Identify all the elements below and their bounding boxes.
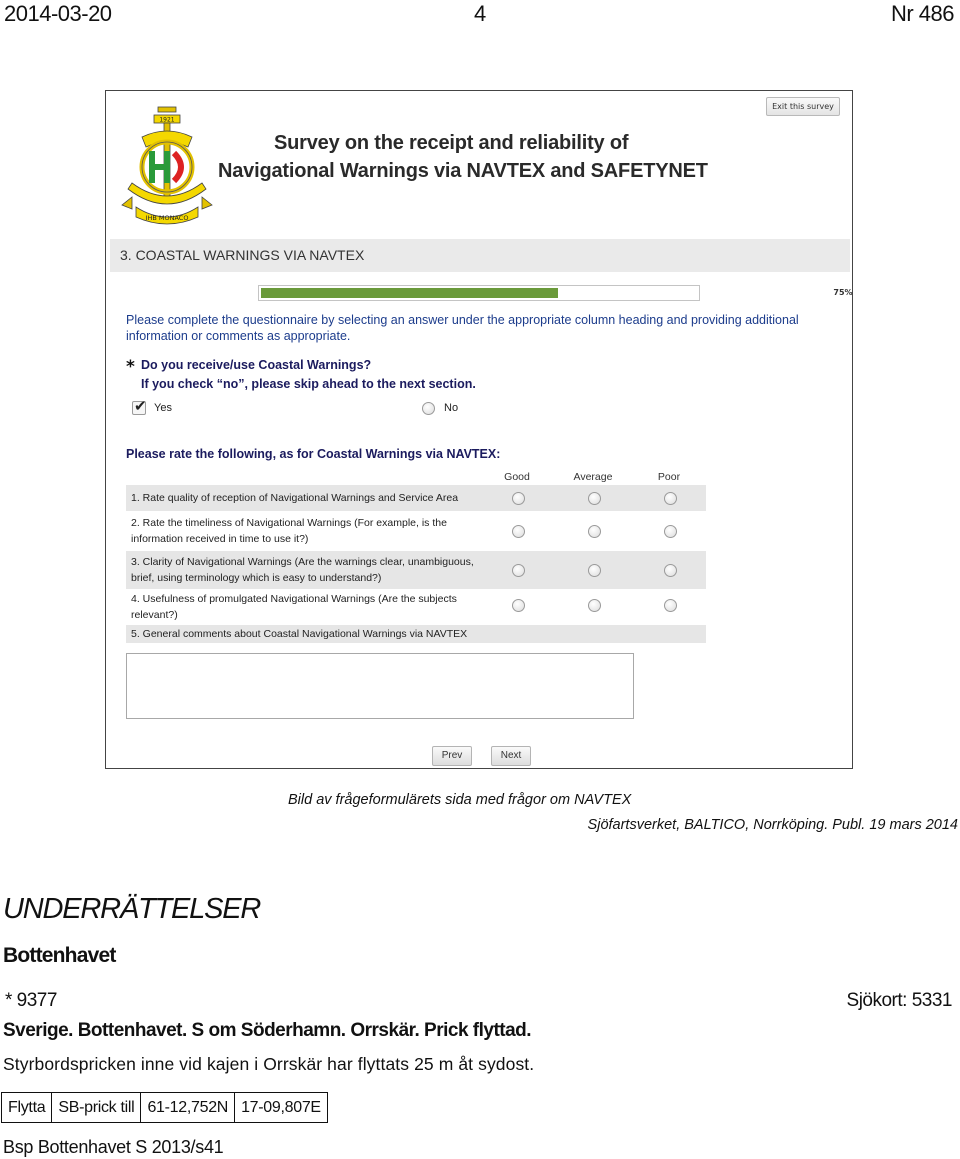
rating-2-good-radio[interactable] — [512, 525, 525, 538]
rating-1-poor-radio[interactable] — [664, 492, 677, 505]
notice-body: Styrbordspricken inne vid kajen i Orrskär har flyttats 25 m åt sydost. — [3, 1054, 535, 1074]
rating-1-good-radio[interactable] — [512, 492, 525, 505]
figure-credit: Sjöfartsverket, BALTICO, Norrköping. Publ. 19 mars 2014 — [587, 817, 958, 833]
rating-4-poor-radio[interactable] — [664, 599, 677, 612]
table-row — [2, 1093, 328, 1123]
chart-number: Sjökort: 5331 — [846, 990, 952, 1011]
question-line-1: Do you receive/use Coastal Warnings? — [141, 358, 372, 372]
svg-text:1921: 1921 — [159, 116, 175, 124]
next-button[interactable]: Next — [491, 746, 531, 766]
no-label: No — [444, 402, 459, 414]
comments-textarea[interactable] — [126, 653, 634, 719]
progress-percent: 75% — [833, 288, 853, 297]
survey-screenshot — [105, 90, 853, 769]
prev-button[interactable]: Prev — [432, 746, 472, 766]
notice-title: Sverige. Bottenhavet. S om Söderhamn. Orrskär. Prick flyttad. — [3, 1020, 532, 1041]
yes-checkbox[interactable] — [132, 397, 147, 415]
rating-row-2 — [126, 511, 706, 551]
notice-detail-table — [1, 1092, 328, 1123]
yes-label: Yes — [154, 402, 172, 414]
required-asterisk: * — [126, 357, 135, 377]
rating-1-average-radio[interactable] — [588, 492, 601, 505]
comments-label: 5. General comments about Coastal Navigational Warnings via NAVTEX — [131, 628, 468, 640]
svg-text:IHB MONACO: IHB MONACO — [145, 214, 189, 222]
rating-item-label: 2. Rate the timeliness of Navigational Warnings (For example, is the information received in time to use it?) — [131, 517, 447, 545]
rating-3-poor-radio[interactable] — [664, 564, 677, 577]
no-radio[interactable] — [422, 402, 435, 415]
rating-2-average-radio[interactable] — [588, 525, 601, 538]
page-number: 4 — [474, 1, 486, 26]
question-line-2: If you check “no”, please skip ahead to the next section. — [141, 377, 476, 391]
survey-title — [218, 129, 778, 185]
rating-3-good-radio[interactable] — [512, 564, 525, 577]
survey-instructions: Please complete the questionnaire by selecting an answer under the appropriate column heading and providing additional information or comments as appropriate. — [126, 313, 799, 343]
table-cell-action: Flytta — [2, 1093, 52, 1123]
column-average: Average — [573, 471, 613, 483]
iho-anchor-logo-icon — [118, 103, 216, 231]
page-date: 2014-03-20 — [4, 1, 112, 26]
table-cell-longitude: 17-09,807E — [235, 1093, 328, 1123]
source-reference: Bsp Bottenhavet S 2013/s41 — [3, 1137, 224, 1157]
rating-4-good-radio[interactable] — [512, 599, 525, 612]
survey-title-line-1: Survey on the receipt and reliability of — [274, 132, 629, 154]
area-heading: Bottenhavet — [3, 944, 116, 967]
rating-item-label: 4. Usefulness of promulgated Navigational Warnings (Are the subjects relevant?) — [131, 593, 457, 621]
checkmark-icon: ✔ — [134, 397, 147, 415]
figure-caption: Bild av frågeformulärets sida med frågor om NAVTEX — [288, 792, 632, 808]
survey-title-line-2: Navigational Warnings via NAVTEX and SAFETYNET — [218, 160, 708, 182]
column-good: Good — [504, 471, 530, 483]
section-header — [110, 239, 850, 272]
rating-row-3 — [126, 551, 706, 589]
section-heading: UNDERRÄTTELSER — [3, 893, 261, 925]
column-poor: Poor — [657, 471, 681, 483]
notice-number: * 9377 — [5, 990, 57, 1011]
progress-fill — [261, 288, 558, 298]
rating-item-label: 3. Clarity of Navigational Warnings (Are the warnings clear, unambiguous, brief, using terminology which is easy to understand?) — [131, 556, 474, 584]
exit-survey-button[interactable]: Exit this survey — [766, 97, 840, 116]
rating-3-average-radio[interactable] — [588, 564, 601, 577]
rating-row-4 — [126, 589, 706, 625]
table-cell-object: SB-prick till — [52, 1093, 141, 1123]
progress-bar — [258, 285, 853, 301]
issue-number: Nr 486 — [890, 1, 954, 26]
rating-2-poor-radio[interactable] — [664, 525, 677, 538]
rating-row-1 — [126, 485, 706, 511]
rating-heading: Please rate the following, as for Coastal Warnings via NAVTEX: — [126, 447, 501, 461]
rating-4-average-radio[interactable] — [588, 599, 601, 612]
table-cell-latitude: 61-12,752N — [141, 1093, 235, 1123]
rating-item-label: 1. Rate quality of reception of Navigational Warnings and Service Area — [131, 492, 459, 504]
question-coastal-warnings — [141, 356, 476, 394]
section-title: 3. COASTAL WARNINGS VIA NAVTEX — [120, 247, 365, 263]
comments-label-row — [126, 625, 706, 643]
